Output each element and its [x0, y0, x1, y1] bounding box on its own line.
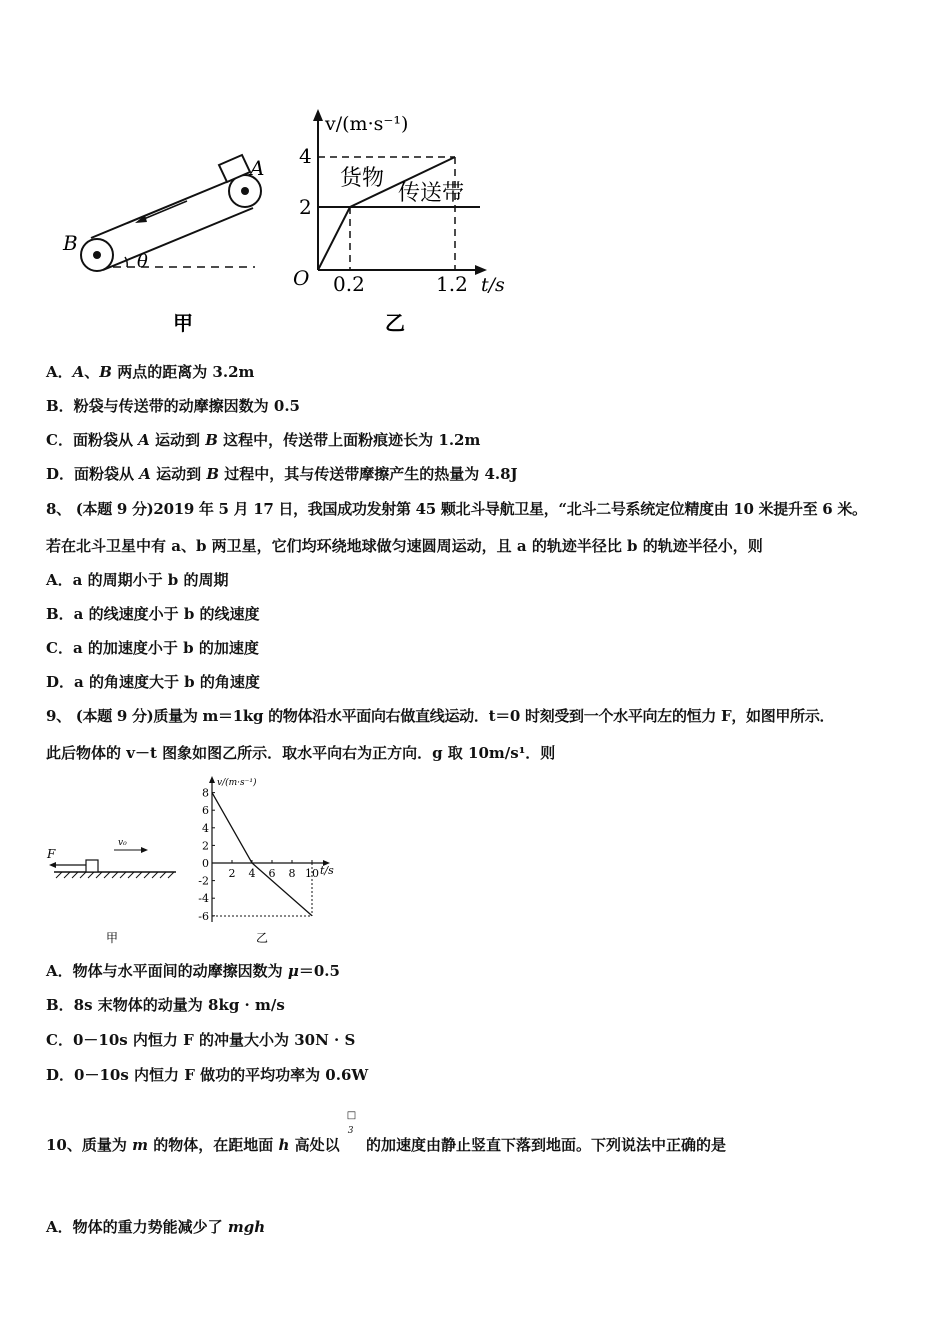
q9-option-a-text: A．物体与水平面间的动摩擦因数为	[46, 962, 288, 980]
q10-option-a	[46, 1216, 265, 1237]
q7-option-a-prefix: A．	[46, 363, 73, 381]
figure-conveyor-belt	[55, 105, 525, 345]
q10-fraction-denominator: 3	[347, 1126, 354, 1136]
caption-yi-2: 乙	[256, 931, 269, 945]
q10-t0: 10、质量为	[46, 1136, 133, 1154]
q7-option-a-point-a: A	[72, 363, 85, 381]
q10-fraction	[345, 1110, 361, 1150]
y-tick-label: 6	[202, 804, 209, 818]
q8-stem-line-2: 若在北斗卫星中有 a、b 两卫星，它们均环绕地球做匀速圆周运动，且 a 的轨迹半径比 b 的轨迹半径小，则	[46, 537, 763, 555]
q7-option-c	[46, 429, 480, 450]
q9-option-a-value: ＝0.5	[298, 962, 340, 980]
q10-mass: m	[132, 1136, 148, 1154]
y-tick-label: 4	[202, 821, 209, 835]
q7-option-d	[46, 463, 518, 484]
q9-option-a-mu: μ	[287, 962, 299, 980]
q9-option-d: D．0－10s 内恒力 F 做功的平均功率为 0.6W	[46, 1066, 369, 1084]
q8-option-d: D．a 的角速度大于 b 的角速度	[46, 673, 260, 691]
q8-stem-line-1: 8、 (本题 9 分)2019 年 5 月 17 日，我国成功发射第 45 颗北斗导航卫星，“北斗二号系统定位精度由 10 米提升至 6 米。	[46, 500, 867, 518]
velocity-line	[212, 793, 312, 916]
q7-option-a-text: 两点的距离为 3.2m	[111, 363, 255, 381]
q7-option-d-a: A	[139, 465, 151, 483]
q10-option-a-text: A．物体的重力势能减少了	[46, 1218, 228, 1236]
x-tick-label: 6	[268, 867, 276, 880]
q7-option-a	[46, 361, 254, 382]
q10-stem	[46, 1110, 727, 1155]
q7-option-c-t0: C．面粉袋从	[46, 431, 139, 449]
x-tick-0-2: 0.2	[333, 272, 365, 296]
q7-option-a-point-b: B	[99, 363, 112, 381]
y-tick-label: 0	[202, 857, 209, 870]
q10-height: h	[278, 1136, 290, 1154]
q9-stem-line-1: 9、 (本题 9 分)质量为 m＝1kg 的物体沿水平面向右做直线运动．t＝0 时刻受到一个水平向左的恒力 F，如图甲所示．	[46, 707, 835, 725]
label-theta: θ	[137, 251, 148, 272]
block-on-ground-drawing	[49, 847, 176, 878]
y-tick-label: -6	[198, 909, 209, 923]
y-tick-4: 4	[299, 144, 312, 168]
y-tick-label: 8	[202, 786, 209, 800]
curve-label-belt: 传送带	[398, 181, 465, 206]
axis-y-label: v/(m·s⁻¹)	[325, 113, 409, 135]
y-tick-2: 2	[299, 195, 312, 219]
q10-t2: 高处以	[289, 1136, 345, 1154]
q10-option-a-value: mgh	[227, 1218, 266, 1236]
q9-option-c: C．0－10s 内恒力 F 的冲量大小为 30N · S	[46, 1031, 356, 1049]
caption-jia-2: 甲	[106, 931, 119, 945]
x-tick-label: 8	[288, 867, 296, 880]
axis-x-label: t/s	[481, 274, 505, 296]
v0-label: v₀	[118, 838, 127, 848]
q7-option-c-t2: 运动到	[149, 431, 206, 449]
y-tick-label: -2	[198, 874, 209, 888]
caption-yi: 乙	[385, 311, 405, 335]
x-tick-label: 4	[248, 867, 256, 880]
q9-option-b: B．8s 末物体的动量为 8kg · m/s	[46, 996, 285, 1014]
q7-option-d-t0: D．面粉袋从	[46, 465, 140, 483]
q10-t1: 的物体，在距地面	[147, 1136, 279, 1154]
label-A: A	[250, 156, 265, 180]
q10-t3: 的加速度由静止竖直下落到地面。下列说法中正确的是	[360, 1136, 727, 1154]
q7-option-c-b: B	[205, 431, 218, 449]
x-tick-1-2: 1.2	[436, 272, 468, 296]
q8-option-b: B．a 的线速度小于 b 的线速度	[46, 605, 260, 623]
q7-option-a-sep: 、	[84, 363, 100, 381]
origin-label: O	[293, 266, 310, 290]
x-tick-label: 10	[305, 867, 319, 880]
label-B: B	[63, 231, 78, 255]
goods-velocity-line	[318, 157, 455, 270]
q7-option-d-t2: 运动到	[150, 465, 207, 483]
q7-option-d-t4: 过程中，其与传送带摩擦产生的热量为 4.8J	[219, 465, 518, 483]
vt-graph-force	[209, 776, 330, 922]
q7-option-c-t4: 这程中，传送带上面粉痕迹长为 1.2m	[217, 431, 481, 449]
q7-option-d-b: B	[206, 465, 220, 483]
axis-x-label-2: t/s	[320, 864, 334, 877]
force-label: F	[47, 847, 56, 861]
q8-option-a: A．a 的周期小于 b 的周期	[46, 571, 229, 589]
figure-force-vt-graph	[44, 772, 344, 950]
caption-jia: 甲	[173, 311, 193, 335]
y-tick-label: 2	[202, 839, 209, 853]
q7-option-b: B．粉袋与传送带的动摩擦因数为 0.5	[46, 397, 300, 415]
conveyor-belt-drawing	[81, 155, 261, 271]
q9-option-a	[46, 960, 340, 981]
y-tick-label: -4	[198, 892, 209, 906]
q7-option-c-a: A	[138, 431, 150, 449]
x-tick-label: 2	[228, 867, 236, 880]
q9-stem-line-2: 此后物体的 v－t 图象如图乙所示．取水平向右为正方向．g 取 10m/s¹．则	[46, 744, 556, 762]
q8-option-c: C．a 的加速度小于 b 的加速度	[46, 639, 259, 657]
curve-label-goods: 货物	[340, 166, 385, 191]
q10-fraction-numerator: □	[346, 1110, 357, 1121]
axis-y-label-2: v/(m·s⁻¹)	[217, 778, 257, 788]
